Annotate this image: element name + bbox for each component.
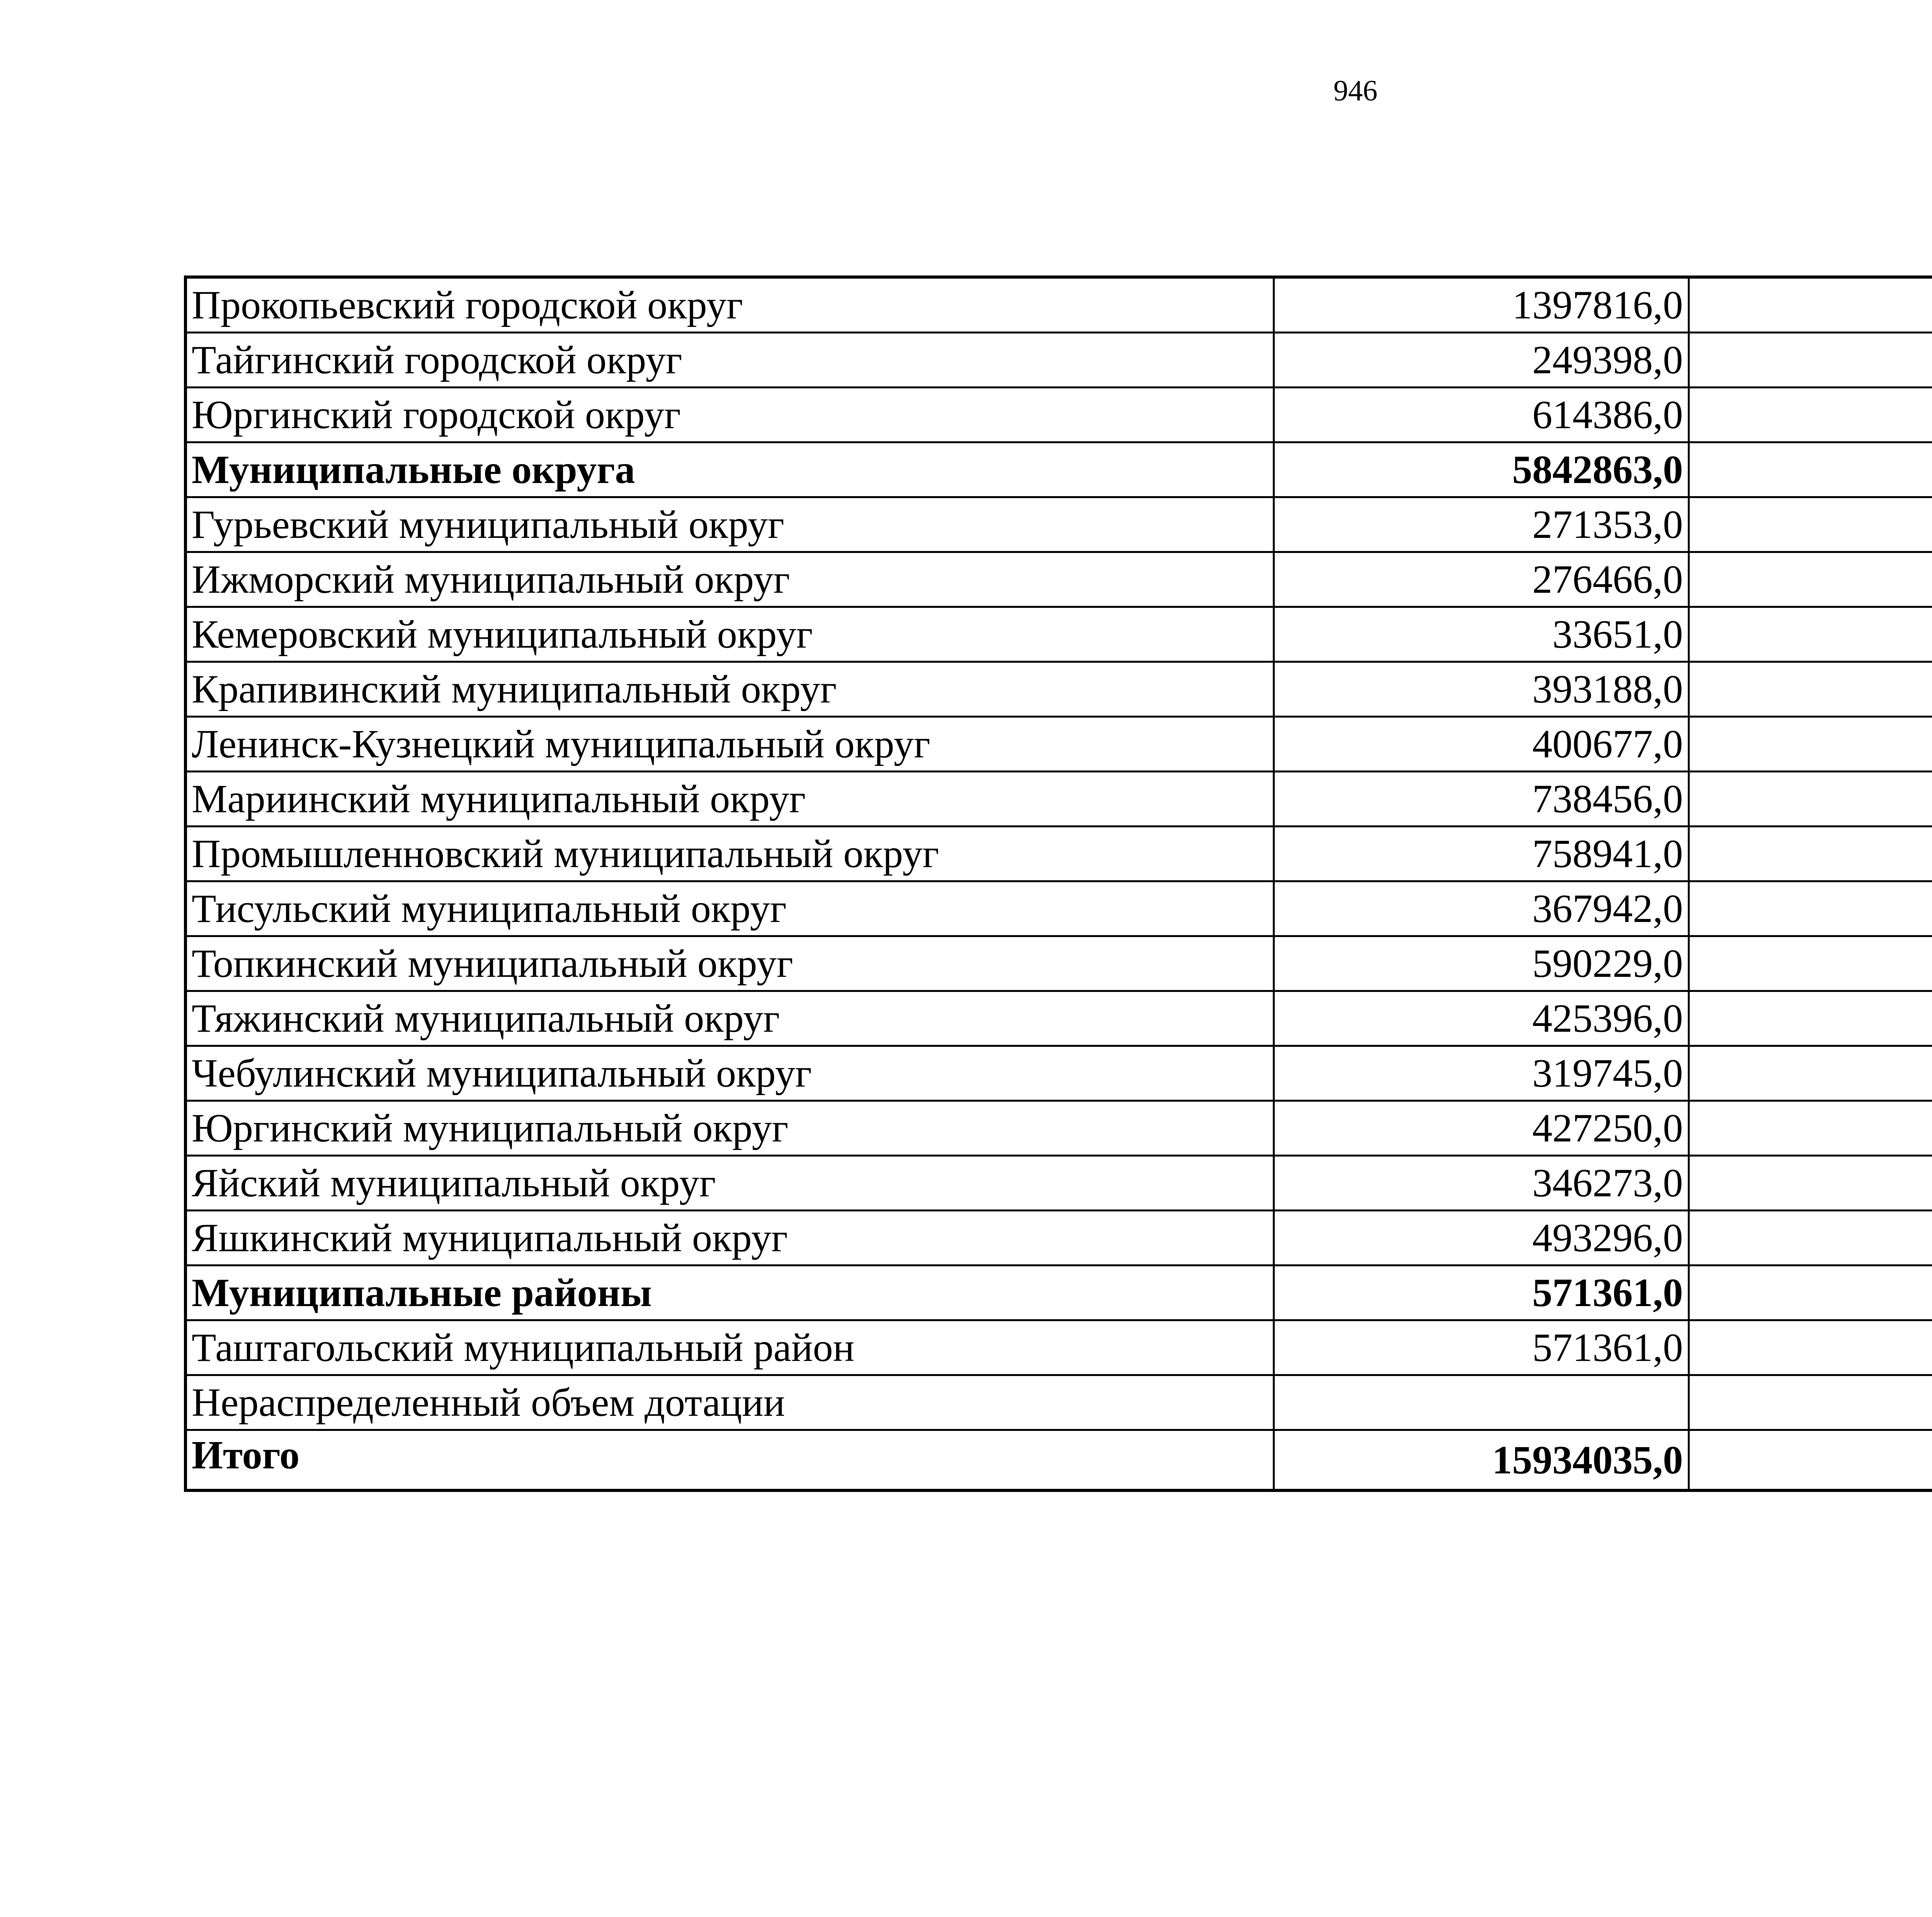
value-cell-1: 346273,0 <box>1274 1156 1689 1211</box>
table-row <box>185 552 1932 607</box>
row-name-cell: Крапивинский муниципальный округ <box>185 662 1274 717</box>
row-name-cell: Тайгинский городской округ <box>185 333 1274 388</box>
table-row <box>185 1156 1932 1211</box>
total-name-cell: Итого <box>185 1430 1274 1491</box>
table-row <box>185 662 1932 717</box>
value-cell-2 <box>1689 277 1932 333</box>
value-cell-2 <box>1689 1211 1932 1266</box>
table-row <box>185 388 1932 442</box>
table-row <box>185 607 1932 662</box>
subsidy-distribution-table <box>184 276 1932 1492</box>
value-cell-1: 400677,0 <box>1274 717 1689 772</box>
table-row <box>185 277 1932 333</box>
value-cell-2 <box>1689 881 1932 936</box>
value-cell-2 <box>1689 662 1932 717</box>
section-row <box>185 1266 1932 1320</box>
value-cell-1: 758941,0 <box>1274 827 1689 881</box>
value-cell-1: 1397816,0 <box>1274 277 1689 333</box>
value-cell-1: 425396,0 <box>1274 991 1689 1046</box>
table-row <box>185 1375 1932 1430</box>
section-row <box>185 442 1932 497</box>
table-row <box>185 1320 1932 1375</box>
table-row <box>185 881 1932 936</box>
value-cell-2 <box>1689 1266 1932 1320</box>
row-name-cell: Мариинский муниципальный округ <box>185 772 1274 827</box>
value-cell-2 <box>1689 936 1932 991</box>
row-name-cell: Тисульский муниципальный округ <box>185 881 1274 936</box>
section-name-cell: Муниципальные районы <box>185 1266 1274 1320</box>
value-cell-1: 319745,0 <box>1274 1046 1689 1101</box>
value-cell-1: 15934035,0 <box>1274 1430 1689 1491</box>
row-name-cell: Промышленновский муниципальный округ <box>185 827 1274 881</box>
value-cell-1: 427250,0 <box>1274 1101 1689 1156</box>
table-row <box>185 333 1932 388</box>
value-cell-2 <box>1689 607 1932 662</box>
row-name-cell: Ижморский муниципальный округ <box>185 552 1274 607</box>
value-cell-1: 5842863,0 <box>1274 442 1689 497</box>
value-cell-2 <box>1689 717 1932 772</box>
value-cell-1: 249398,0 <box>1274 333 1689 388</box>
row-name-cell: Яшкинский муниципальный округ <box>185 1211 1274 1266</box>
table-row <box>185 991 1932 1046</box>
value-cell-1: 738456,0 <box>1274 772 1689 827</box>
value-cell-2 <box>1689 991 1932 1046</box>
row-name-cell: Нераспределенный объем дотации <box>185 1375 1274 1430</box>
value-cell-1: 276466,0 <box>1274 552 1689 607</box>
value-cell-2 <box>1689 1156 1932 1211</box>
row-name-cell: Чебулинский муниципальный округ <box>185 1046 1274 1101</box>
value-cell-2 <box>1689 1101 1932 1156</box>
table-row <box>185 1046 1932 1101</box>
value-cell-1: 367942,0 <box>1274 881 1689 936</box>
row-name-cell: Юргинский муниципальный округ <box>185 1101 1274 1156</box>
row-name-cell: Топкинский муниципальный округ <box>185 936 1274 991</box>
page-number: 946 <box>1333 75 1378 107</box>
value-cell-1: 393188,0 <box>1274 662 1689 717</box>
row-name-cell: Прокопьевский городской округ <box>185 277 1274 333</box>
value-cell-1: 590229,0 <box>1274 936 1689 991</box>
value-cell-1: 571361,0 <box>1274 1266 1689 1320</box>
value-cell-1: 614386,0 <box>1274 388 1689 442</box>
table-row <box>185 936 1932 991</box>
value-cell-2 <box>1689 827 1932 881</box>
row-name-cell: Кемеровский муниципальный округ <box>185 607 1274 662</box>
table-row <box>185 827 1932 881</box>
row-name-cell: Таштагольский муниципальный район <box>185 1320 1274 1375</box>
value-cell-2 <box>1689 1430 1932 1491</box>
table-row <box>185 1211 1932 1266</box>
value-cell-1: 571361,0 <box>1274 1320 1689 1375</box>
total-row <box>185 1430 1932 1491</box>
value-cell-2 <box>1689 388 1932 442</box>
value-cell-2 <box>1689 497 1932 552</box>
value-cell-2 <box>1689 552 1932 607</box>
value-cell-1: 33651,0 <box>1274 607 1689 662</box>
table-row <box>185 717 1932 772</box>
table-row <box>185 1101 1932 1156</box>
value-cell-2 <box>1689 1046 1932 1101</box>
table-row <box>185 497 1932 552</box>
value-cell-1: 271353,0 <box>1274 497 1689 552</box>
value-cell-2 <box>1689 333 1932 388</box>
table-row <box>185 772 1932 827</box>
row-name-cell: Гурьевский муниципальный округ <box>185 497 1274 552</box>
row-name-cell: Яйский муниципальный округ <box>185 1156 1274 1211</box>
value-cell-2 <box>1689 1320 1932 1375</box>
value-cell-2 <box>1689 772 1932 827</box>
row-name-cell: Тяжинский муниципальный округ <box>185 991 1274 1046</box>
value-cell-1: 493296,0 <box>1274 1211 1689 1266</box>
row-name-cell: Ленинск-Кузнецкий муниципальный округ <box>185 717 1274 772</box>
value-cell-1 <box>1274 1375 1689 1430</box>
section-name-cell: Муниципальные округа <box>185 442 1274 497</box>
row-name-cell: Юргинский городской округ <box>185 388 1274 442</box>
value-cell-2 <box>1689 442 1932 497</box>
value-cell-2 <box>1689 1375 1932 1430</box>
